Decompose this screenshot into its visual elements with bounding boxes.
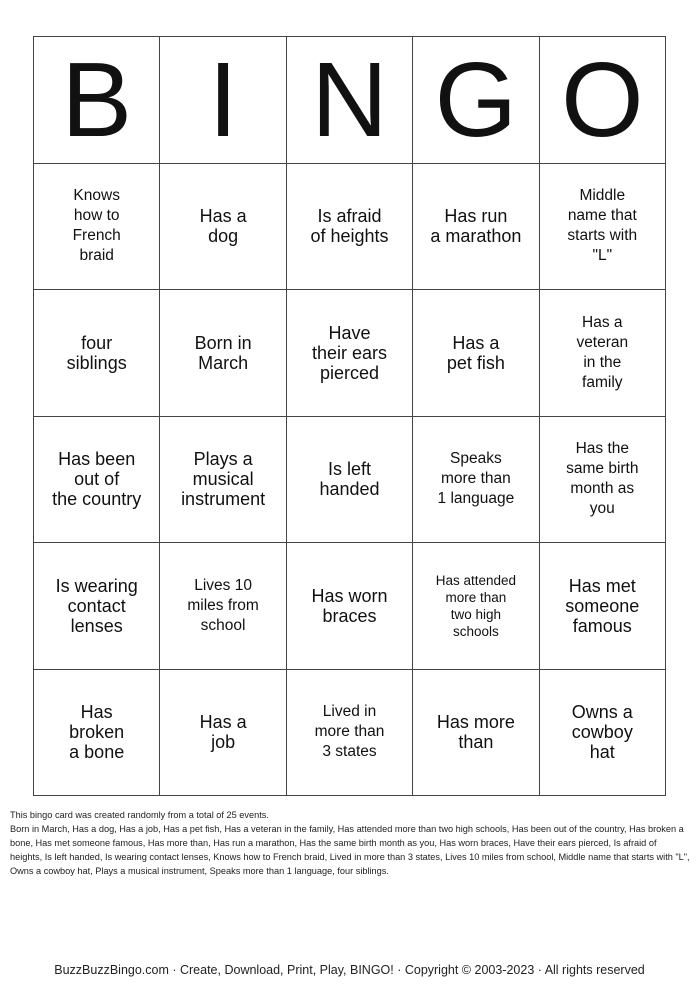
bingo-square: Has a dog [160, 164, 286, 291]
bingo-square: Lives 10 miles from school [160, 543, 286, 670]
bingo-square: Has a job [160, 670, 286, 797]
bingo-square: Has a pet fish [413, 290, 539, 417]
events-summary: This bingo card was created randomly from a total of 25 events. [10, 810, 269, 820]
bingo-square: four siblings [34, 290, 160, 417]
bingo-square: Has a veteran in the family [540, 290, 666, 417]
header-letter-g: G [413, 37, 539, 164]
bingo-square: Has met someone famous [540, 543, 666, 670]
header-letter-o: O [540, 37, 666, 164]
bingo-square: Is wearing contact lenses [34, 543, 160, 670]
bingo-square: Has more than [413, 670, 539, 797]
events-list: Born in March, Has a dog, Has a job, Has a pet fish, Has a veteran in the family, Has attended more than two high schools, Has been out of the country, Has broken a bone, Has met someone famous, Has more than, Has run a marathon, Has the same birth month as you, Has worn braces, Have their ears pierced, Is afraid of heights, Is left handed, Is wearing contact lenses, Knows how to French braid, Lived in more than 3 states, Lives 10 miles from school, Middle name that starts with "L", Owns a cowboy hat, Plays a musical instrument, Speaks more than 1 language, four siblings. [10, 824, 690, 876]
bingo-square: Knows how to French braid [34, 164, 160, 291]
bingo-square: Has run a marathon [413, 164, 539, 291]
header-letter-n: N [287, 37, 413, 164]
site-footer: BuzzBuzzBingo.com · Create, Download, Print, Play, BINGO! · Copyright © 2003-2023 · All rights reserved [54, 963, 645, 977]
bingo-square: Has worn braces [287, 543, 413, 670]
bingo-square: Speaks more than 1 language [413, 417, 539, 544]
bingo-square: Lived in more than 3 states [287, 670, 413, 797]
header-letter-i: I [160, 37, 286, 164]
bingo-square: Born in March [160, 290, 286, 417]
bingo-square: Has the same birth month as you [540, 417, 666, 544]
bingo-square: Owns a cowboy hat [540, 670, 666, 797]
bingo-square: Has broken a bone [34, 670, 160, 797]
bingo-square: Middle name that starts with "L" [540, 164, 666, 291]
bingo-square: Has attended more than two high schools [413, 543, 539, 670]
bingo-square: Plays a musical instrument [160, 417, 286, 544]
header-letter-b: B [34, 37, 160, 164]
card-description [10, 808, 690, 878]
bingo-square: Have their ears pierced [287, 290, 413, 417]
bingo-card [33, 36, 666, 796]
bingo-square: Is afraid of heights [287, 164, 413, 291]
bingo-square: Has been out of the country [34, 417, 160, 544]
bingo-square: Is left handed [287, 417, 413, 544]
